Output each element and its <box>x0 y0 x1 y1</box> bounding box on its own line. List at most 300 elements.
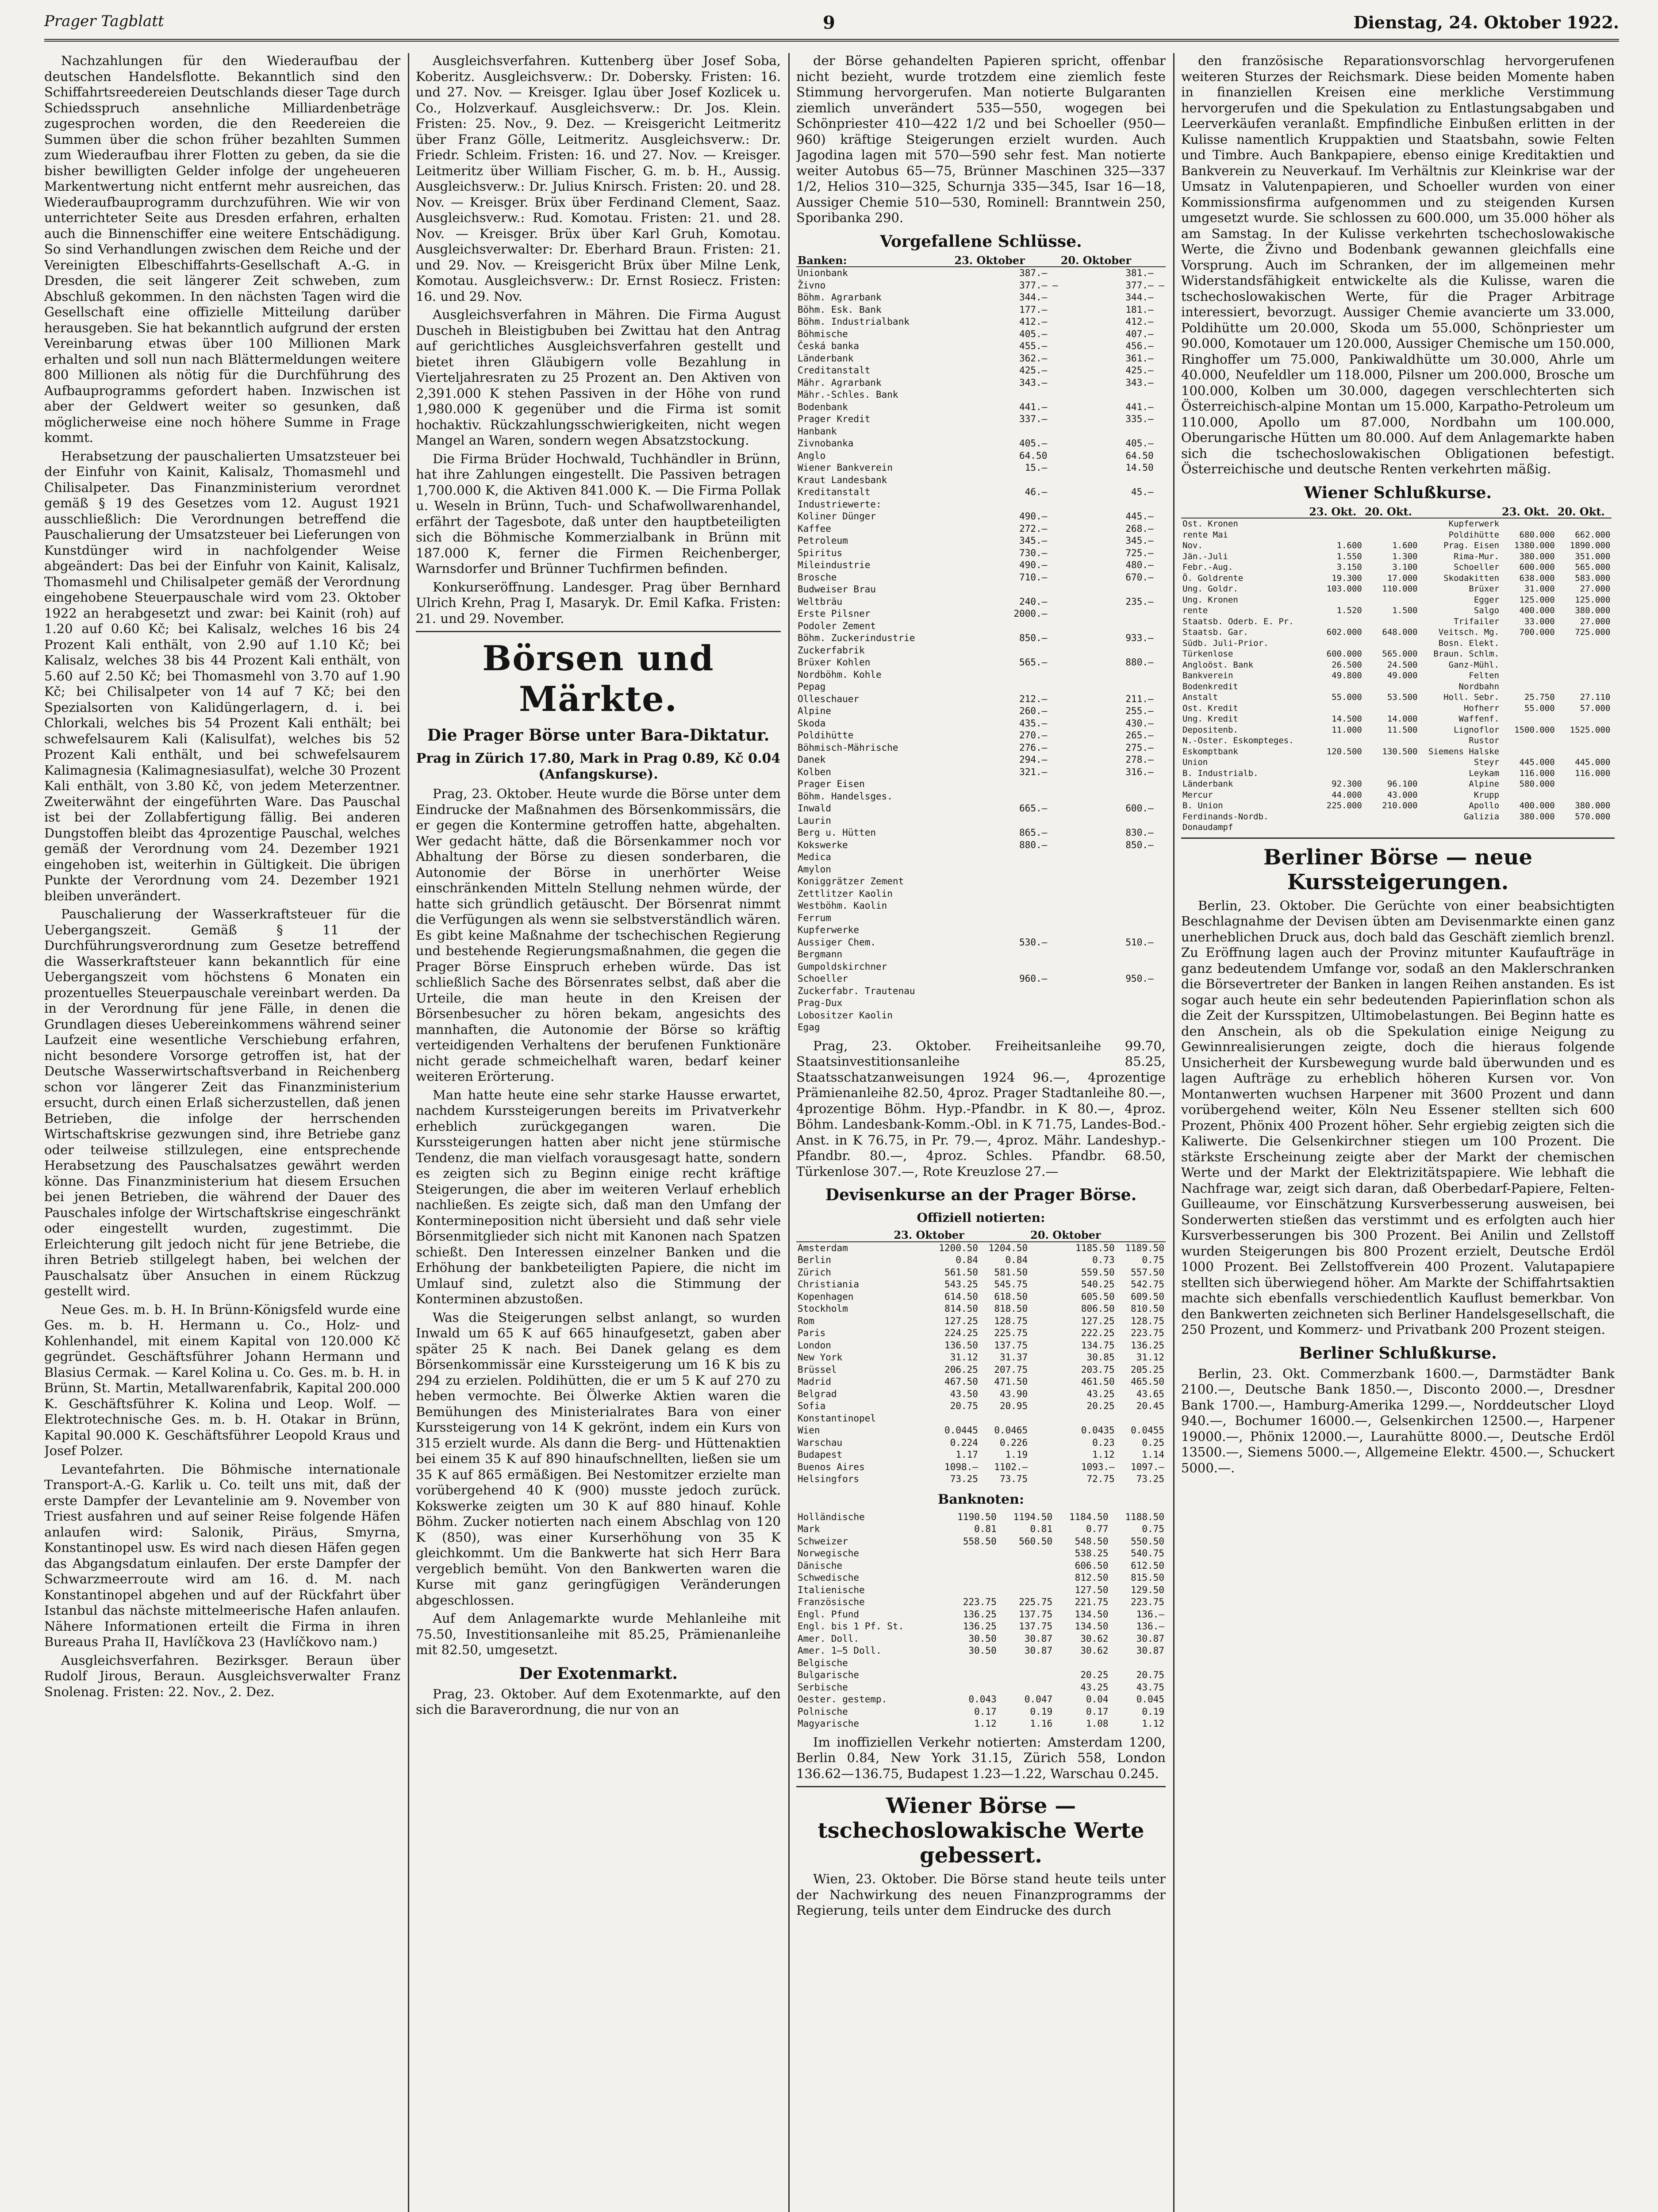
row-value <box>1155 292 1166 304</box>
table-row <box>796 1461 1166 1474</box>
row-value: 0.81 <box>974 1524 997 1534</box>
table-header: 23. Oktober <box>892 1229 979 1242</box>
row-label: Unionbank <box>798 268 848 278</box>
table-row <box>796 1242 1166 1255</box>
row-value <box>1059 876 1155 888</box>
row-value: 49.800 <box>1332 671 1362 680</box>
row-value <box>953 924 1048 937</box>
row-value <box>1048 669 1059 681</box>
row-value: 1.16 <box>1030 1718 1053 1729</box>
table-row <box>796 413 1166 426</box>
row-label: Anstalt <box>1182 692 1218 702</box>
table-row <box>796 961 1166 973</box>
row-value <box>942 1584 998 1597</box>
row-value <box>1048 584 1059 596</box>
stock-table <box>796 254 1166 1034</box>
row-label: Dänische <box>798 1560 843 1571</box>
table-row <box>796 474 1166 487</box>
row-value: 670.— <box>1125 572 1154 583</box>
table-row <box>1181 595 1615 606</box>
row-value: 2000.— <box>1013 608 1048 619</box>
row-label: Jän.-Juli <box>1182 551 1228 561</box>
row-value: 425.— <box>1125 365 1154 376</box>
row-value: Krupp <box>1474 790 1500 800</box>
row-label: Kupferwerke <box>798 925 860 935</box>
table-row <box>1181 616 1615 627</box>
row-label: Böhmisch-Mährische <box>798 742 898 753</box>
row-label: Angloöst. Bank <box>1182 660 1254 670</box>
row-value: Alpine <box>1469 779 1500 789</box>
row-label: Gumpoldskirchner <box>798 961 887 972</box>
table-row <box>1181 757 1615 768</box>
row-value <box>942 1548 998 1560</box>
row-label: Prag-Dux <box>798 998 843 1008</box>
table-row <box>796 815 1166 827</box>
row-value: 0.04 <box>1086 1694 1109 1705</box>
row-label: Inwald <box>798 803 831 814</box>
row-value: 128.75 <box>1131 1315 1164 1326</box>
article-headline: Die Prager Börse unter Bara-Diktatur. <box>427 726 770 745</box>
row-value: 15.— <box>1025 462 1048 473</box>
table-row <box>796 851 1166 864</box>
row-value: 1093.— <box>1081 1461 1115 1472</box>
row-value <box>1048 803 1059 815</box>
table-row <box>796 462 1166 474</box>
row-value <box>1155 900 1166 912</box>
row-value: 812.50 <box>1075 1572 1109 1583</box>
row-value: 211.— <box>1125 693 1154 704</box>
row-value <box>1155 657 1166 669</box>
article-paragraph: Ausgleichsverfahren. Kuttenberg über Josef Soba, Koberitz. Ausgleichsverw.: Dr. Dobersky. Fristen: 16. und 27. Nov. — Kreisger. Iglau über Josef Kozlicek u. Co., Holzverkauf. Ausgleichsverw.: Dr. Jos. Klein. Fristen: 25. Nov., 9. Dez. — Kreisgericht Leitmeritz über Franz Gölle, Leitmeritz. Ausgleichsverw.: Dr. Friedr. Schleim. Fristen: 16. und 27. Nov. — Kreisger. Leitmeritz über William Fischer, G. m. b. H., Aussig. Ausgleichsverw.: Dr. Julius Knirsch. Fristen: 20. und 28. Nov. — Kreisger. Brüx über Ferdinand Clement, Saaz. Ausgleichsverw.: Rud. Komotau. Fristen: 21. und 28. Nov. — Kreisger. Brüx über Karl Gruh, Komotau. Ausgleichsverwalter: Dr. Eberhard Braun. Fristen: 21. und 29. Nov. — Kreisgericht Brüx über Milne Lenk, Komotau. Ausgleichsverw.: Dr. Ernst Rosiecz. Fristen: 16. und 29. Nov. <box>416 53 781 304</box>
row-value <box>1363 530 1419 541</box>
row-value: 240.— <box>1019 596 1048 607</box>
table-row <box>796 438 1166 450</box>
table-row <box>796 1425 1166 1437</box>
row-value <box>1556 790 1612 801</box>
row-value <box>1155 754 1166 766</box>
table-row <box>796 401 1166 414</box>
table-row <box>796 450 1166 462</box>
row-value <box>1059 961 1155 973</box>
row-value <box>1048 1022 1059 1034</box>
row-value <box>1155 791 1166 803</box>
row-value: 30.87 <box>1024 1645 1053 1656</box>
row-label: Kopenhagen <box>798 1291 854 1302</box>
row-label: Skoda <box>798 718 826 729</box>
row-value: 345.— <box>1125 535 1154 546</box>
table-header <box>1419 506 1501 518</box>
row-label: Wiener Bankverein <box>798 462 893 473</box>
row-value <box>1501 638 1556 649</box>
table-row <box>1181 562 1615 573</box>
table-row <box>796 1010 1166 1022</box>
table-row <box>796 1376 1166 1388</box>
table-header: 20. Oktober <box>1059 254 1155 267</box>
row-value: 116.000 <box>1519 768 1555 778</box>
table-row <box>1181 660 1615 671</box>
row-value: 136.— <box>1136 1609 1164 1620</box>
section-divider <box>796 1786 1166 1787</box>
table-header <box>1116 1229 1166 1242</box>
row-label: Böhm. Zuckerindustrie <box>798 633 915 643</box>
table-row <box>796 997 1166 1010</box>
table-title: Vorgefallene Schlüsse. <box>880 232 1082 251</box>
row-value: 27.000 <box>1580 616 1611 626</box>
row-value: 0.17 <box>974 1706 997 1717</box>
table-row <box>796 1022 1166 1034</box>
table-row <box>796 267 1166 280</box>
row-value: 405.— <box>1125 438 1154 449</box>
table-row <box>1181 768 1615 779</box>
row-value <box>1059 997 1155 1010</box>
table-header: 23. Oktober <box>953 254 1048 267</box>
row-value <box>953 389 1048 401</box>
row-value <box>1059 851 1155 864</box>
row-value <box>942 1669 998 1682</box>
row-value <box>1059 669 1155 681</box>
row-value: 400.000 <box>1519 801 1555 810</box>
row-value <box>1059 426 1155 438</box>
row-value: 1.17 <box>956 1449 978 1460</box>
row-value: 1.600 <box>1336 541 1362 550</box>
row-value: 814.50 <box>944 1303 978 1314</box>
row-value <box>1556 779 1612 790</box>
row-value: 210.000 <box>1382 801 1418 810</box>
table-row <box>796 426 1166 438</box>
row-label: Poldihütte <box>798 730 854 741</box>
row-label: Nov. <box>1182 541 1203 550</box>
row-value: 53.500 <box>1387 692 1418 702</box>
vienna-table-body <box>1181 518 1615 833</box>
row-value: Brüxer <box>1469 584 1500 594</box>
row-value: Hofherr <box>1463 703 1500 713</box>
article-paragraph: Ausgleichsverfahren. Bezirksger. Beraun über Rudolf Jirous, Beraun. Ausgleichsverwalter Franz Snolenag. Fristen: 22. Nov., 2. Dez. <box>44 1652 400 1699</box>
row-value: 933.— <box>1125 633 1154 643</box>
row-value: 344.— <box>1125 292 1154 303</box>
row-value: 260.— <box>1019 706 1048 716</box>
row-value: 400.000 <box>1519 606 1555 615</box>
row-value: 600.— <box>1125 803 1154 814</box>
row-value <box>1155 340 1166 353</box>
row-value: 465.50 <box>1131 1376 1164 1387</box>
row-value: 20.45 <box>1136 1401 1164 1411</box>
row-value: 1184.50 <box>1069 1511 1109 1522</box>
row-value <box>1155 730 1166 742</box>
table-row <box>796 912 1166 925</box>
table-row <box>796 718 1166 730</box>
row-value: 960.— <box>1019 973 1048 984</box>
row-value <box>1048 292 1059 304</box>
row-label: Wien <box>798 1425 820 1436</box>
row-value: 1.520 <box>1336 606 1362 615</box>
table-row <box>796 280 1166 292</box>
table-row <box>796 827 1166 839</box>
row-value <box>1048 413 1059 426</box>
row-value <box>1363 681 1419 692</box>
row-value: 1525.000 <box>1570 725 1611 735</box>
row-label: New York <box>798 1352 843 1363</box>
table-row <box>796 1694 1166 1706</box>
row-value <box>1155 693 1166 706</box>
article-paragraph: Nachzahlungen für den Wiederaufbau der deutschen Handelsflotte. Bekanntlich sind den Schiffahrtsreedereien Deutschlands dieser Tage durch Schiedsspruch ansehnliche Milliardenbeträge zugesprochen worden, die den Reedereien die Summen über die schon früher bezahlten Summen zum Wiederaufbau ihrer Flotten zu geben, da sie die bisher bewilligten Gelder infolge der ungeheueren Markentwertung nicht entfernt mehr ausreichen, das Wiederaufbauprogramm durchzuführen. Wie wir von unterrichteter Seite aus Dresden erfahren, erhalten auch die Binnenschiffer eine weitere Entschädigung. So sind Verhandlungen zwischen dem Reiche und der Vereinigten Elbeschiffahrts-Gesellschaft A.-G. in Dresden, die seit längerer Zeit schweben, zum Abschluß gekommen. In den nächsten Tagen wird die Gesellschaft eine offizielle Mitteilung darüber herausgeben. Sie hat bekanntlich aufgrund der ersten Vereinbarung etwas über 100 Millionen Mark erhalten und soll nun nach Blättermeldungen weitere 800 Millionen als nötig für die Durchführung des Aufbauprogramms gefordert haben. Inzwischen ist aber der Geldwert weiter so gesunken, daß möglicherweise eine noch höhere Summe in Frage kommt. <box>44 53 400 445</box>
row-value: 64.50 <box>1125 450 1154 461</box>
row-value: 1.600 <box>1392 541 1418 550</box>
row-value <box>1059 864 1155 876</box>
article-paragraph: Auf dem Anlagemarkte wurde Mehlanleihe mit 75.50, Investitionsanleihe mit 85.25, Prämienanleihe mit 82.50, umgesetzt. <box>416 1611 781 1657</box>
row-label: Bodenbank <box>798 401 848 412</box>
row-value: 127.25 <box>1081 1315 1115 1326</box>
table-row <box>1181 605 1615 616</box>
row-value <box>1048 547 1059 560</box>
row-label: Creditanstalt <box>798 365 871 376</box>
row-value: 445.— <box>1125 511 1154 522</box>
row-value: 361.— <box>1125 353 1154 364</box>
row-value: 880.— <box>1125 657 1154 668</box>
row-label: Länderbank <box>1182 779 1233 789</box>
row-value: 540.25 <box>1081 1279 1115 1290</box>
row-value <box>953 778 1048 791</box>
row-label: Zivnobanka <box>798 438 854 449</box>
table-row <box>1181 540 1615 551</box>
row-value <box>1363 768 1419 779</box>
row-value: 137.75 <box>994 1340 1028 1351</box>
row-value: 30.87 <box>1136 1645 1164 1656</box>
row-value <box>1048 559 1059 572</box>
table-row <box>1181 670 1615 681</box>
article-headline: Der Exotenmarkt. <box>519 1664 678 1683</box>
row-label: Hanbank <box>798 426 837 437</box>
row-label: Staatsb. Gar. <box>1182 627 1248 637</box>
vienna-table <box>1181 506 1615 833</box>
row-value <box>953 900 1048 912</box>
row-value: 0.25 <box>1142 1437 1164 1448</box>
row-value <box>953 669 1048 681</box>
row-value <box>1048 572 1059 584</box>
row-label: Madrid <box>798 1376 831 1387</box>
row-value: 134.75 <box>1081 1340 1115 1351</box>
row-value <box>1048 864 1059 876</box>
row-value: 665.— <box>1019 803 1048 814</box>
table-row <box>796 803 1166 815</box>
row-value: 134.50 <box>1075 1609 1109 1620</box>
row-value <box>953 815 1048 827</box>
table-row <box>1181 790 1615 801</box>
row-value: 0.047 <box>1024 1694 1053 1705</box>
row-value: 614.50 <box>944 1291 978 1302</box>
row-label: Mercur <box>1182 790 1213 800</box>
row-value <box>1155 267 1166 280</box>
row-label: Konstantinopel <box>798 1413 876 1424</box>
table-row <box>1181 530 1615 541</box>
row-value <box>1048 900 1059 912</box>
row-value: 387.— <box>1019 268 1048 278</box>
table-row <box>796 924 1166 937</box>
row-label: Belgische <box>798 1657 848 1668</box>
row-value: 31.37 <box>999 1352 1028 1363</box>
table-row <box>796 1718 1166 1730</box>
row-value: 265.— <box>1125 730 1154 741</box>
row-value <box>1556 518 1612 530</box>
row-value <box>998 1560 1054 1572</box>
row-label: Helsingfors <box>798 1474 860 1484</box>
row-value: 0.0465 <box>994 1425 1028 1436</box>
row-label: Ferrum <box>798 912 831 923</box>
row-label: Spiritus <box>798 547 843 558</box>
article-paragraph: Man hatte heute eine sehr starke Hausse erwartet, nachdem Kurssteigerungen bereits im Privatverkehr erheblich zurückgegangen waren. Die Kurssteigerungen hatten aber nicht jene stürmische Tendenz, die man vielfach vorausgesagt hatte, sondern es zeigten sich zu Beginn einige recht kräftige Steigerungen, die aber im weiteren Verlauf erheblich nachließen. Es zeigte sich, daß man den Umfang der Kontermineposition nicht übersieht und daß sehr viele Börsenmitglieder sich nicht mit Kanonen nach Spatzen schießt. Den Interessen einzelner Banken und die Erhöhung der bankbeteiligten Papiere, die nicht im Umlauf sind, zuletzt also die Stimmung der Konterminen abzustoßen. <box>416 1087 781 1306</box>
row-label: Serbische <box>798 1682 848 1693</box>
row-value <box>1048 961 1059 973</box>
table-header <box>796 1229 892 1242</box>
row-value <box>1501 735 1556 746</box>
table-row <box>796 1511 1166 1524</box>
table-row <box>1181 573 1615 584</box>
row-value <box>1155 778 1166 791</box>
table-row <box>796 620 1166 633</box>
row-value <box>1048 693 1059 706</box>
row-value: 542.75 <box>1131 1279 1164 1290</box>
row-value <box>1155 961 1166 973</box>
row-value <box>1155 462 1166 474</box>
row-value: 137.75 <box>1019 1621 1053 1632</box>
row-value: Prag. Eisen <box>1443 541 1500 550</box>
row-label: Rom <box>798 1315 814 1326</box>
row-value: 30.87 <box>1136 1633 1164 1644</box>
row-value <box>1059 900 1155 912</box>
row-value: 609.50 <box>1131 1291 1164 1302</box>
row-value: 43.75 <box>1136 1682 1164 1693</box>
row-value: 1185.50 <box>1075 1242 1115 1253</box>
row-value: 27.110 <box>1580 692 1611 702</box>
table-row <box>1181 735 1615 746</box>
row-label: Böhmische <box>798 328 848 339</box>
row-value <box>1155 401 1166 414</box>
row-value: 55.000 <box>1332 692 1362 702</box>
row-value <box>953 888 1048 900</box>
table-row <box>796 1572 1166 1584</box>
row-label: Christiania <box>798 1279 860 1290</box>
row-value: 380.000 <box>1519 551 1555 561</box>
row-value <box>1048 474 1059 487</box>
row-value <box>1155 535 1166 547</box>
row-value: Egger <box>1474 595 1500 605</box>
row-value <box>1556 681 1612 692</box>
row-value <box>1048 304 1059 316</box>
table-row <box>796 645 1166 657</box>
table-row <box>796 669 1166 681</box>
row-value <box>1155 377 1166 389</box>
row-label: Böhm. Agrarbank <box>798 292 882 303</box>
row-value <box>1059 645 1155 657</box>
row-label: Koniggrätzer Zement <box>798 876 904 887</box>
row-value: 25.750 <box>1524 692 1555 702</box>
row-value: 1102.— <box>994 1461 1028 1472</box>
row-value <box>1059 778 1155 791</box>
row-value <box>998 1657 1054 1670</box>
row-value: 570.000 <box>1575 811 1611 822</box>
row-value <box>1059 499 1155 511</box>
row-value <box>1059 985 1155 998</box>
row-value: 480.— <box>1125 560 1154 570</box>
row-value: 125.000 <box>1519 595 1555 605</box>
row-value <box>1155 620 1166 633</box>
row-value <box>1048 316 1059 328</box>
table-row <box>796 876 1166 888</box>
row-label: Engl. Pfund <box>798 1609 860 1620</box>
row-value <box>1556 638 1612 649</box>
table-row <box>796 292 1166 304</box>
article-paragraph: Im inoffiziellen Verkehr notierten: Amsterdam 1200, Berlin 0.84, New York 31.15, Zürich 558, London 136.62—136.75, Budapest 1.23—1.22, Warschau 0.245. <box>796 1734 1166 1781</box>
column-2 <box>416 53 781 2212</box>
row-label: Erste Pilsner <box>798 608 871 619</box>
table-row <box>1181 518 1615 530</box>
row-value <box>953 474 1048 487</box>
row-value <box>998 1682 1054 1694</box>
row-value: 1189.50 <box>1125 1242 1164 1253</box>
table-row <box>796 1437 1166 1449</box>
row-value: 11.500 <box>1387 725 1418 735</box>
row-value: 581.50 <box>994 1267 1028 1278</box>
row-value: 206.25 <box>944 1364 978 1375</box>
row-value: Kupferwerk <box>1448 519 1500 529</box>
row-value: 0.045 <box>1136 1694 1164 1705</box>
row-value <box>1155 851 1166 864</box>
table-title: Devisenkurse an der Prager Börse. <box>825 1186 1137 1204</box>
table-row <box>796 888 1166 900</box>
row-value: 548.50 <box>1075 1536 1109 1547</box>
row-label: Mähr.-Schles. Bank <box>798 389 898 400</box>
row-value <box>942 1657 998 1670</box>
row-value: 490.— <box>1019 511 1048 522</box>
row-value: 31.12 <box>1136 1352 1164 1363</box>
row-label: Prager Eisen <box>798 779 865 789</box>
row-value <box>953 426 1048 438</box>
table-header: Banken: <box>796 254 953 267</box>
row-value: 561.50 <box>944 1267 978 1278</box>
row-value: 680.000 <box>1519 530 1555 540</box>
row-value: 43.90 <box>999 1388 1028 1399</box>
row-value: 31.12 <box>950 1352 978 1363</box>
row-value <box>1155 608 1166 620</box>
header-publication: Prager Tagblatt <box>44 12 164 30</box>
row-value <box>1048 657 1059 669</box>
row-value: 0.0435 <box>1081 1425 1115 1436</box>
article-paragraph: Was die Steigerungen selbst anlangt, so wurden Inwald um 65 K auf 665 hinaufgesetzt, gaben aber später 25 K nach. Bei Danek gelang es dem Börsenkommissär eine Kurssteigerung um 16 K bis zu 294 zu erzielen. Poldihütten, die er um 5 K auf 270 zu heben vermochte. Bei Ölwerke Aktien waren die Bemühungen des Ministerialrates Bara von einer Kurssteigerung von 14 K gekrönt, indem ein Kurs von 315 erzielt wurde. Als dann die Berg- und Hüttenaktien bei einem 35 K auf 890 hinaufschnellten, ließen sie um 35 K auf 865 ermäßigen. Bei Nestomitzer erzielte man vorübergehend 40 K (900) musste jedoch zurück. Kokswerke zeigten um 30 K auf 880 hinauf. Kohle Böhm. Zucker notierten nach einem Abschlag von 120 K (850), was einer Kurserhöhung von 35 K gleichkommt. Um die Bankwerte hat sich Herr Bara vergeblich bemüht. Von den Bankwerten waren die Kurse mit ganz geringfügigen Veränderungen abgeschlossen. <box>416 1310 781 1608</box>
row-label: Prager Kredit <box>798 414 871 424</box>
row-label: Türkenlose <box>1182 649 1233 659</box>
row-value: 130.500 <box>1382 746 1418 757</box>
row-value: 850.— <box>1125 839 1154 850</box>
row-value: 850.— <box>1019 633 1048 643</box>
row-value: 26.500 <box>1332 660 1362 670</box>
row-value <box>953 997 1048 1010</box>
table-row <box>796 1388 1166 1401</box>
row-value: — <box>1159 280 1164 291</box>
row-label: Ost. Kronen <box>1182 519 1238 529</box>
row-value: 235.— <box>1125 596 1154 607</box>
row-label: Mähr. Agrarbank <box>798 377 882 388</box>
row-value: 1.550 <box>1336 551 1362 561</box>
row-value: 45.— <box>1131 487 1154 497</box>
row-value <box>1501 746 1556 757</box>
table-row <box>796 864 1166 876</box>
row-label: Ferdinands-Nordb. <box>1182 811 1269 822</box>
table-row <box>796 328 1166 341</box>
row-value <box>1155 389 1166 401</box>
row-label: Kokswerke <box>798 839 848 850</box>
row-value: 64.50 <box>1019 450 1048 461</box>
row-value <box>1059 912 1155 925</box>
row-value <box>1048 645 1059 657</box>
